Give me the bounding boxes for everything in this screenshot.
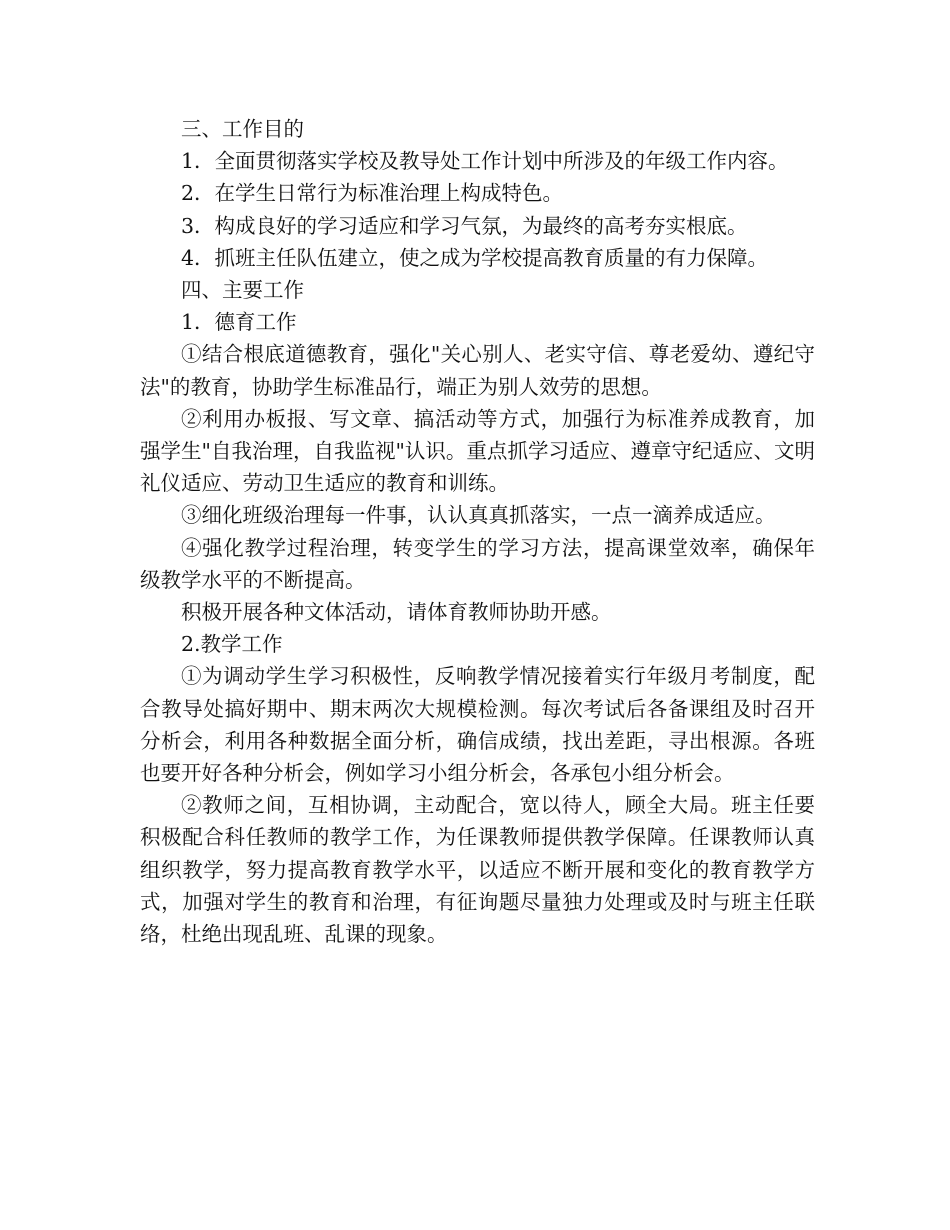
teaching-item-2: ②教师之间，互相协调，主动配合，宽以待人，顾全大局。班主任要积极配合科任教师的教学工作，为任课教师提供教学保障。任课教师认真组织教学，努力提高教育教学水平，以适应不断开展和变化的教育教学方式，加强对学生的教育和治理，有征询题尽量独力处理或及时与班主任联络，杜绝出现乱班、乱课的现象。 [140, 793, 815, 947]
section-heading-goals: 三、工作目的 [181, 117, 304, 141]
moral-item-1: ①结合根底道德教育，强化"关心别人、老实守信、尊老爱幼、遵纪守法"的教育，协助学生标准品行，端正为别人效劳的思想。 [140, 342, 815, 399]
moral-item-5: 积极开展各种文体活动，请体育教师协助开感。 [181, 600, 612, 625]
subsection-heading-teaching: 2.教学工作 [181, 632, 283, 657]
document-body [140, 113, 815, 950]
moral-item-3: ③细化班级治理每一件事，认认真真抓落实，一点一滴养成适应。 [181, 503, 776, 528]
goal-item-3: 3．构成良好的学习适应和学习气氛，为最终的高考夯实根底。 [181, 213, 748, 238]
goal-item-4: 4．抓班主任队伍建立，使之成为学校提高教育质量的有力保障。 [181, 245, 769, 270]
moral-item-4: ④强化教学过程治理，转变学生的学习方法，提高课堂效率，确保年级教学水平的不断提高。 [140, 535, 815, 592]
teaching-item-1: ①为调动学生学习积极性，反响教学情况接着实行年级月考制度，配合教导处搞好期中、期末两次大规模检测。每次考试后各备课组及时召开分析会，利用各种数据全面分析，确信成绩，找出差距，寻出根源。各班也要开好各种分析会，例如学习小组分析会，各承包小组分析会。 [140, 664, 815, 786]
section-heading-main-work: 四、主要工作 [181, 278, 304, 303]
subsection-heading-moral-education: 1．德育工作 [181, 310, 297, 335]
goal-item-1: 1．全面贯彻落实学校及教导处工作计划中所涉及的年级工作内容。 [181, 149, 789, 174]
moral-item-2: ②利用办板报、写文章、搞活动等方式，加强行为标准养成教育，加强学生"自我治理，自我监视"认识。重点抓学习适应、遵章守纪适应、文明礼仪适应、劳动卫生适应的教育和训练。 [140, 406, 815, 496]
goal-item-2: 2．在学生日常行为标准治理上构成特色。 [181, 181, 564, 206]
